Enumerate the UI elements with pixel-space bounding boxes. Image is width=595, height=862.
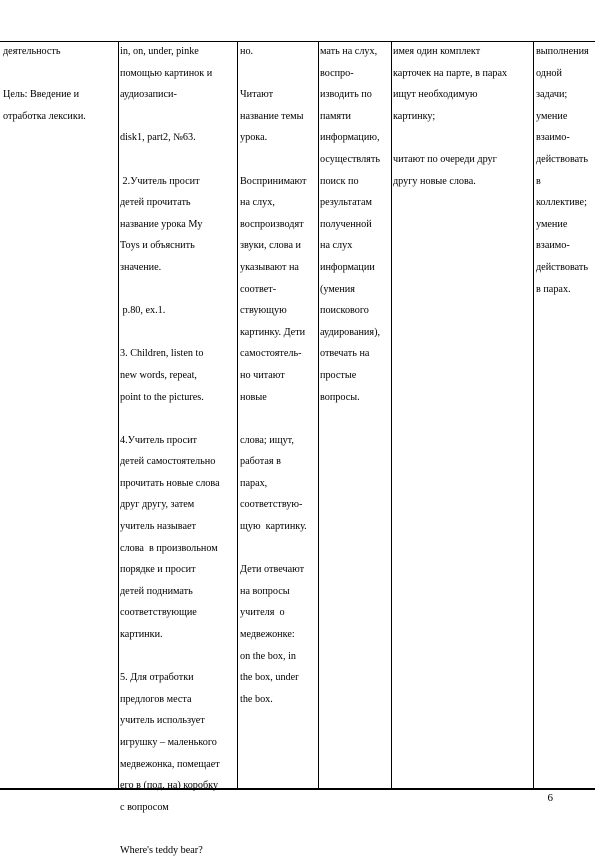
cell-text-line: самостоятель- <box>240 348 302 360</box>
cell-text-line: звуки, слова и <box>240 240 301 252</box>
cell-text-line: картинки. <box>120 629 163 641</box>
cell-text-line: но. <box>240 46 254 57</box>
cell-text-line: читают по очереди друг <box>393 153 497 165</box>
cell-text-line: порядке и просит <box>120 564 196 576</box>
cell-text-line: отработка лексики. <box>3 110 86 122</box>
table-cell-communicative-skills <box>536 41 595 790</box>
cell-text-line: памяти <box>320 110 352 122</box>
cell-text-line: Воспринимают <box>240 175 307 187</box>
cell-text-line: прочитать новые слова <box>120 477 220 489</box>
cell-text-line <box>120 149 238 171</box>
cell-text-line: на слух <box>320 240 353 252</box>
cell-text-line: поискового <box>320 305 369 317</box>
table-cell-subject-skills <box>320 41 390 790</box>
cell-text-line: ищут необходимую <box>393 89 478 101</box>
cell-text-line: учитель называет <box>120 521 196 533</box>
cell-text-line: Where's teddy bear? <box>120 844 203 856</box>
cell-text-line: Toys и объяснить <box>120 240 195 252</box>
cell-text-line <box>120 106 238 128</box>
cell-text-line: Цель: Введение и <box>3 89 80 101</box>
cell-text-line: p.80, ex.1. <box>120 305 166 317</box>
cell-text-line: предлогов места <box>120 693 192 705</box>
cell-text-line <box>240 538 318 560</box>
lesson-plan-table <box>0 41 595 856</box>
cell-text-line: значение. <box>120 261 162 273</box>
cell-text-line: указывают на <box>240 261 299 273</box>
cell-text-line: действовать <box>536 153 588 165</box>
cell-text-line: умение <box>536 218 568 230</box>
cell-text-line: умение <box>536 110 568 122</box>
cell-text-line: в парах. <box>536 283 571 295</box>
cell-text-line <box>120 818 238 840</box>
table-cell-work-forms <box>393 41 533 790</box>
cell-text-line: помощью картинок и <box>120 67 213 79</box>
cell-text-line: название темы <box>240 110 304 122</box>
cell-text-line: соответствующие <box>120 607 197 619</box>
cell-text-line: осуществлять <box>320 153 380 165</box>
cell-text-line: парах, <box>240 477 268 489</box>
cell-text-line <box>3 63 119 85</box>
cell-text-line: коллективе; <box>536 197 587 209</box>
cell-text-line: деятельность <box>3 46 61 57</box>
cell-text-line: слова; ищут, <box>240 434 294 446</box>
cell-text-line: воспро- <box>320 67 354 79</box>
cell-text-line: ствующую <box>240 305 287 317</box>
cell-text-line: имея один комплект <box>393 46 481 57</box>
page-number: 6 <box>547 792 553 804</box>
cell-text-line <box>120 646 238 668</box>
cell-text-line <box>240 149 318 171</box>
cell-text-line: отвечать на <box>320 348 370 360</box>
cell-text-line: информацию, <box>320 132 380 144</box>
cell-text-line: взаимо- <box>536 132 570 144</box>
table-cell-student-actions <box>240 41 318 790</box>
cell-text-line: (умения <box>320 283 355 295</box>
cell-text-line: поиск по <box>320 175 359 187</box>
cell-text-line: работая в <box>240 456 281 468</box>
cell-text-line: медвежонка, помещает <box>120 758 220 770</box>
cell-text-line: результатам <box>320 197 372 209</box>
cell-text-line <box>120 322 238 344</box>
cell-text-line: друг другу, затем <box>120 499 195 511</box>
cell-text-line: новые <box>240 391 267 403</box>
cell-text-line: одной <box>536 67 562 79</box>
cell-text-line: простые <box>320 369 357 381</box>
cell-text-line: учитель использует <box>120 715 205 727</box>
cell-text-line: на вопросы <box>240 585 290 597</box>
cell-text-line: 5. Для отработки <box>120 672 194 684</box>
cell-text-line: мать на слух, <box>320 46 378 57</box>
cell-text-line: название урока My <box>120 218 203 230</box>
cell-text-line <box>393 127 533 149</box>
cell-text-line: картинку; <box>393 110 436 122</box>
cell-text-line: его в (под, на) коробку <box>120 780 219 792</box>
cell-text-line: point to the pictures. <box>120 391 204 403</box>
cell-text-line: соответ- <box>240 283 277 295</box>
cell-text-line <box>120 408 238 430</box>
cell-text-line: картинку. Дети <box>240 326 306 338</box>
cell-text-line: изводить по <box>320 89 372 101</box>
cell-text-line: Читают <box>240 89 274 101</box>
cell-text-line: с вопросом <box>120 801 169 813</box>
cell-text-line: in, on, under, pinke <box>120 46 199 57</box>
cell-text-line: соответствую- <box>240 499 303 511</box>
cell-text-line: полученной <box>320 218 372 230</box>
cell-text-line: в <box>536 175 541 187</box>
cell-text-line: Дети отвечают <box>240 564 305 576</box>
cell-text-line: выполнения <box>536 46 589 57</box>
cell-text-line <box>240 63 318 85</box>
cell-text-line: другу новые слова. <box>393 175 476 187</box>
cell-text-line: щую картинку. <box>240 521 307 533</box>
cell-text-line: детей прочитать <box>120 197 191 209</box>
cell-text-line <box>240 408 318 430</box>
table-cell-teacher-actions <box>120 41 238 856</box>
cell-text-line: the box. <box>240 693 273 705</box>
cell-text-line: взаимо- <box>536 240 570 252</box>
cell-text-line: 4.Учитель просит <box>120 434 197 446</box>
cell-text-line: информации <box>320 261 375 273</box>
cell-text-line: урока. <box>240 132 268 144</box>
cell-text-line: on the box, in <box>240 650 297 662</box>
cell-text-line: учителя о <box>240 607 285 619</box>
cell-text-line: аудирования), <box>320 326 381 338</box>
cell-text-line: new words, repeat, <box>120 369 197 381</box>
cell-text-line: действовать <box>536 261 588 273</box>
cell-text-line: 2.Учитель просит <box>120 175 200 187</box>
cell-text-line: the box, under <box>240 672 299 684</box>
cell-text-line: disk1, part2, №63. <box>120 132 196 144</box>
cell-text-line: на слух, <box>240 197 275 209</box>
cell-text-line: детей самостоятельно <box>120 456 216 468</box>
cell-text-line: слова в произвольном <box>120 542 218 554</box>
cell-text-line: 3. Children, listen to <box>120 348 204 360</box>
cell-text-line: воспроизводят <box>240 218 304 230</box>
cell-text-line: карточек на парте, в парах <box>393 67 508 79</box>
cell-text-line: но читают <box>240 369 285 381</box>
cell-text-line: медвежонке: <box>240 629 295 641</box>
cell-text-line: аудиозаписи- <box>120 89 177 101</box>
cell-text-line: задачи; <box>536 89 568 101</box>
table-cell-activity-stage <box>3 41 119 790</box>
cell-text-line <box>120 279 238 301</box>
cell-text-line: детей поднимать <box>120 585 193 597</box>
cell-text-line: игрушку – маленького <box>120 737 217 748</box>
cell-text-line: вопросы. <box>320 391 360 403</box>
